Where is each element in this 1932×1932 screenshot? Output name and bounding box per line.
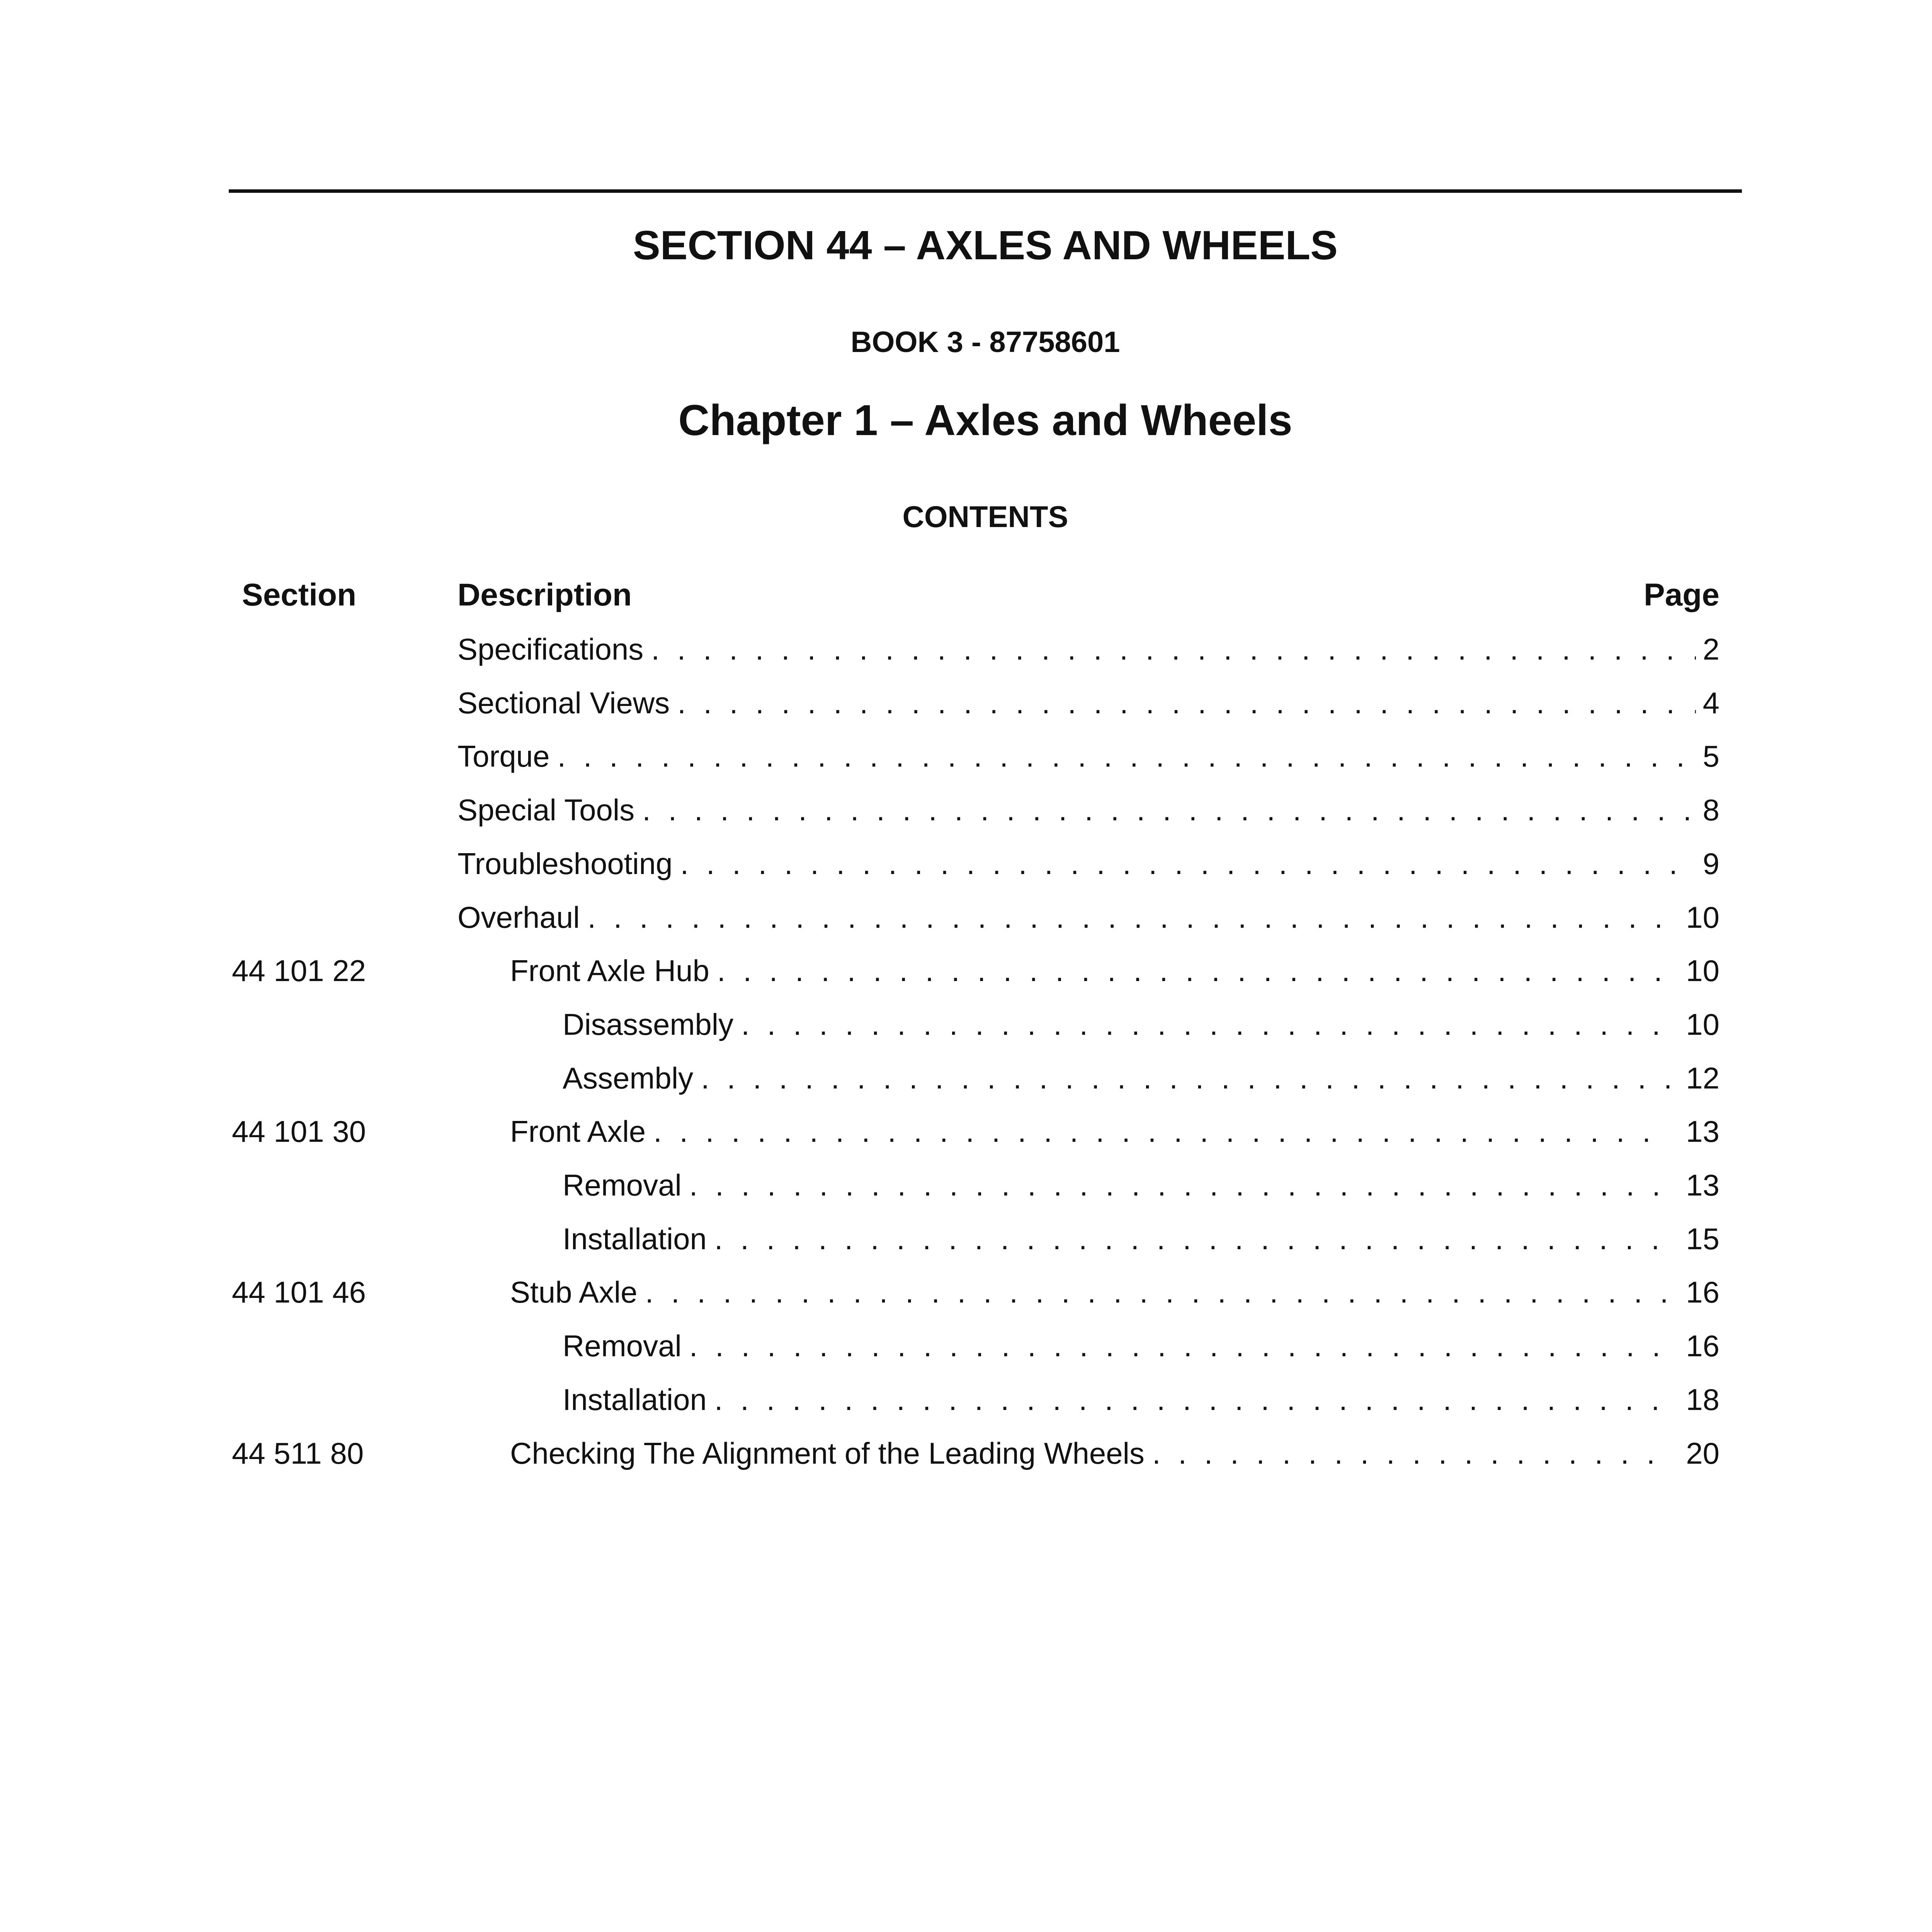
contents-label: CONTENTS — [902, 500, 1068, 534]
toc-entry-description: Front Axle Hub — [510, 954, 709, 988]
toc-entry-page: 4 — [1702, 686, 1719, 720]
toc-row — [0, 951, 1932, 1005]
dot-leader — [653, 1112, 1670, 1151]
toc-entry[interactable] — [563, 1005, 1719, 1044]
toc-entry-description: Specifications — [457, 632, 644, 666]
dot-leader — [588, 898, 1670, 937]
toc-entry-description: Stub Axle — [510, 1275, 638, 1309]
toc-entry-page: 20 — [1686, 1436, 1719, 1470]
toc-entry[interactable] — [457, 630, 1719, 668]
toc-entry-page: 9 — [1702, 847, 1719, 881]
toc-entry[interactable] — [457, 791, 1719, 829]
toc-entry[interactable] — [563, 1059, 1719, 1097]
toc-entry-page: 15 — [1686, 1222, 1719, 1256]
toc-row — [0, 1112, 1932, 1165]
column-header-page: Page — [1644, 577, 1719, 612]
toc-row — [0, 630, 1932, 683]
dot-leader — [701, 1059, 1670, 1097]
toc-entry-page: 10 — [1686, 900, 1719, 934]
toc-row — [0, 1380, 1932, 1434]
toc-entry[interactable] — [510, 951, 1719, 990]
dot-leader — [645, 1273, 1670, 1311]
toc-entry-page: 12 — [1686, 1061, 1719, 1095]
toc-entry[interactable] — [510, 1434, 1719, 1473]
toc-entry-description: Special Tools — [457, 793, 635, 827]
dot-leader — [642, 791, 1696, 829]
toc-entry[interactable] — [510, 1273, 1719, 1311]
section-title: SECTION 44 – AXLES AND WHEELS — [633, 223, 1338, 268]
column-header-section: Section — [242, 577, 357, 612]
toc-entry[interactable] — [563, 1219, 1719, 1258]
toc-row — [0, 1005, 1932, 1058]
dot-leader — [1152, 1434, 1670, 1473]
toc-entry-description: Installation — [563, 1222, 707, 1256]
toc-entry-description: Torque — [457, 739, 550, 773]
dot-leader — [677, 684, 1696, 722]
toc-entry-page: 18 — [1686, 1383, 1719, 1417]
toc-entry-description: Disassembly — [563, 1007, 734, 1041]
toc-row — [0, 1434, 1932, 1487]
dot-leader — [714, 1219, 1670, 1258]
toc-section-code: 44 101 22 — [232, 954, 366, 988]
toc-entry-page: 16 — [1686, 1275, 1719, 1309]
toc-row — [0, 1166, 1932, 1219]
toc-entry-description: Overhaul — [457, 900, 580, 934]
chapter-title: Chapter 1 – Axles and Wheels — [678, 396, 1293, 444]
toc-row — [0, 1273, 1932, 1326]
dot-leader — [717, 951, 1670, 990]
toc-entry[interactable] — [510, 1112, 1719, 1151]
dot-leader — [689, 1327, 1670, 1365]
toc-entry[interactable] — [457, 844, 1719, 883]
toc-entry-description: Installation — [563, 1383, 707, 1417]
toc-entry-description: Checking The Alignment of the Leading Wheels — [510, 1436, 1145, 1470]
toc-entry-page: 2 — [1702, 632, 1719, 666]
top-rule — [229, 189, 1742, 193]
toc-row — [0, 1059, 1932, 1112]
column-header-description: Description — [457, 577, 632, 612]
toc-row — [0, 1327, 1932, 1380]
toc-entry-page: 16 — [1686, 1329, 1719, 1363]
toc-entry[interactable] — [563, 1380, 1719, 1419]
toc-entry-description: Troubleshooting — [457, 847, 673, 881]
dot-leader — [680, 844, 1696, 883]
toc-entry-page: 8 — [1702, 793, 1719, 827]
toc-entry-page: 13 — [1686, 1168, 1719, 1202]
toc-entry[interactable] — [457, 737, 1719, 776]
toc-row — [0, 791, 1932, 844]
toc-entry[interactable] — [563, 1327, 1719, 1365]
toc-entry-description: Removal — [563, 1329, 682, 1363]
dot-leader — [714, 1380, 1670, 1419]
book-line: BOOK 3 - 87758601 — [850, 326, 1120, 359]
toc-entry-description: Removal — [563, 1168, 682, 1202]
dot-leader — [689, 1166, 1670, 1204]
dot-leader — [651, 630, 1696, 668]
toc-row — [0, 898, 1932, 951]
toc-entry-page: 13 — [1686, 1114, 1719, 1148]
toc-entry-description: Sectional Views — [457, 686, 670, 720]
toc-entry[interactable] — [457, 684, 1719, 722]
toc-section-code: 44 101 30 — [232, 1114, 366, 1148]
toc-entry-page: 10 — [1686, 954, 1719, 988]
toc-entry-description: Assembly — [563, 1061, 694, 1095]
toc-row — [0, 737, 1932, 790]
toc-section-code: 44 101 46 — [232, 1275, 366, 1309]
toc-entry-page: 5 — [1702, 739, 1719, 773]
toc-entry[interactable] — [563, 1166, 1719, 1204]
toc-entry-description: Front Axle — [510, 1114, 646, 1148]
dot-leader — [741, 1005, 1670, 1044]
toc-entry[interactable] — [457, 898, 1719, 937]
toc-row — [0, 844, 1932, 898]
toc-row — [0, 684, 1932, 737]
toc-entry-page: 10 — [1686, 1007, 1719, 1041]
toc-section-code: 44 511 80 — [232, 1436, 364, 1470]
toc-row — [0, 1219, 1932, 1273]
dot-leader — [558, 737, 1696, 776]
